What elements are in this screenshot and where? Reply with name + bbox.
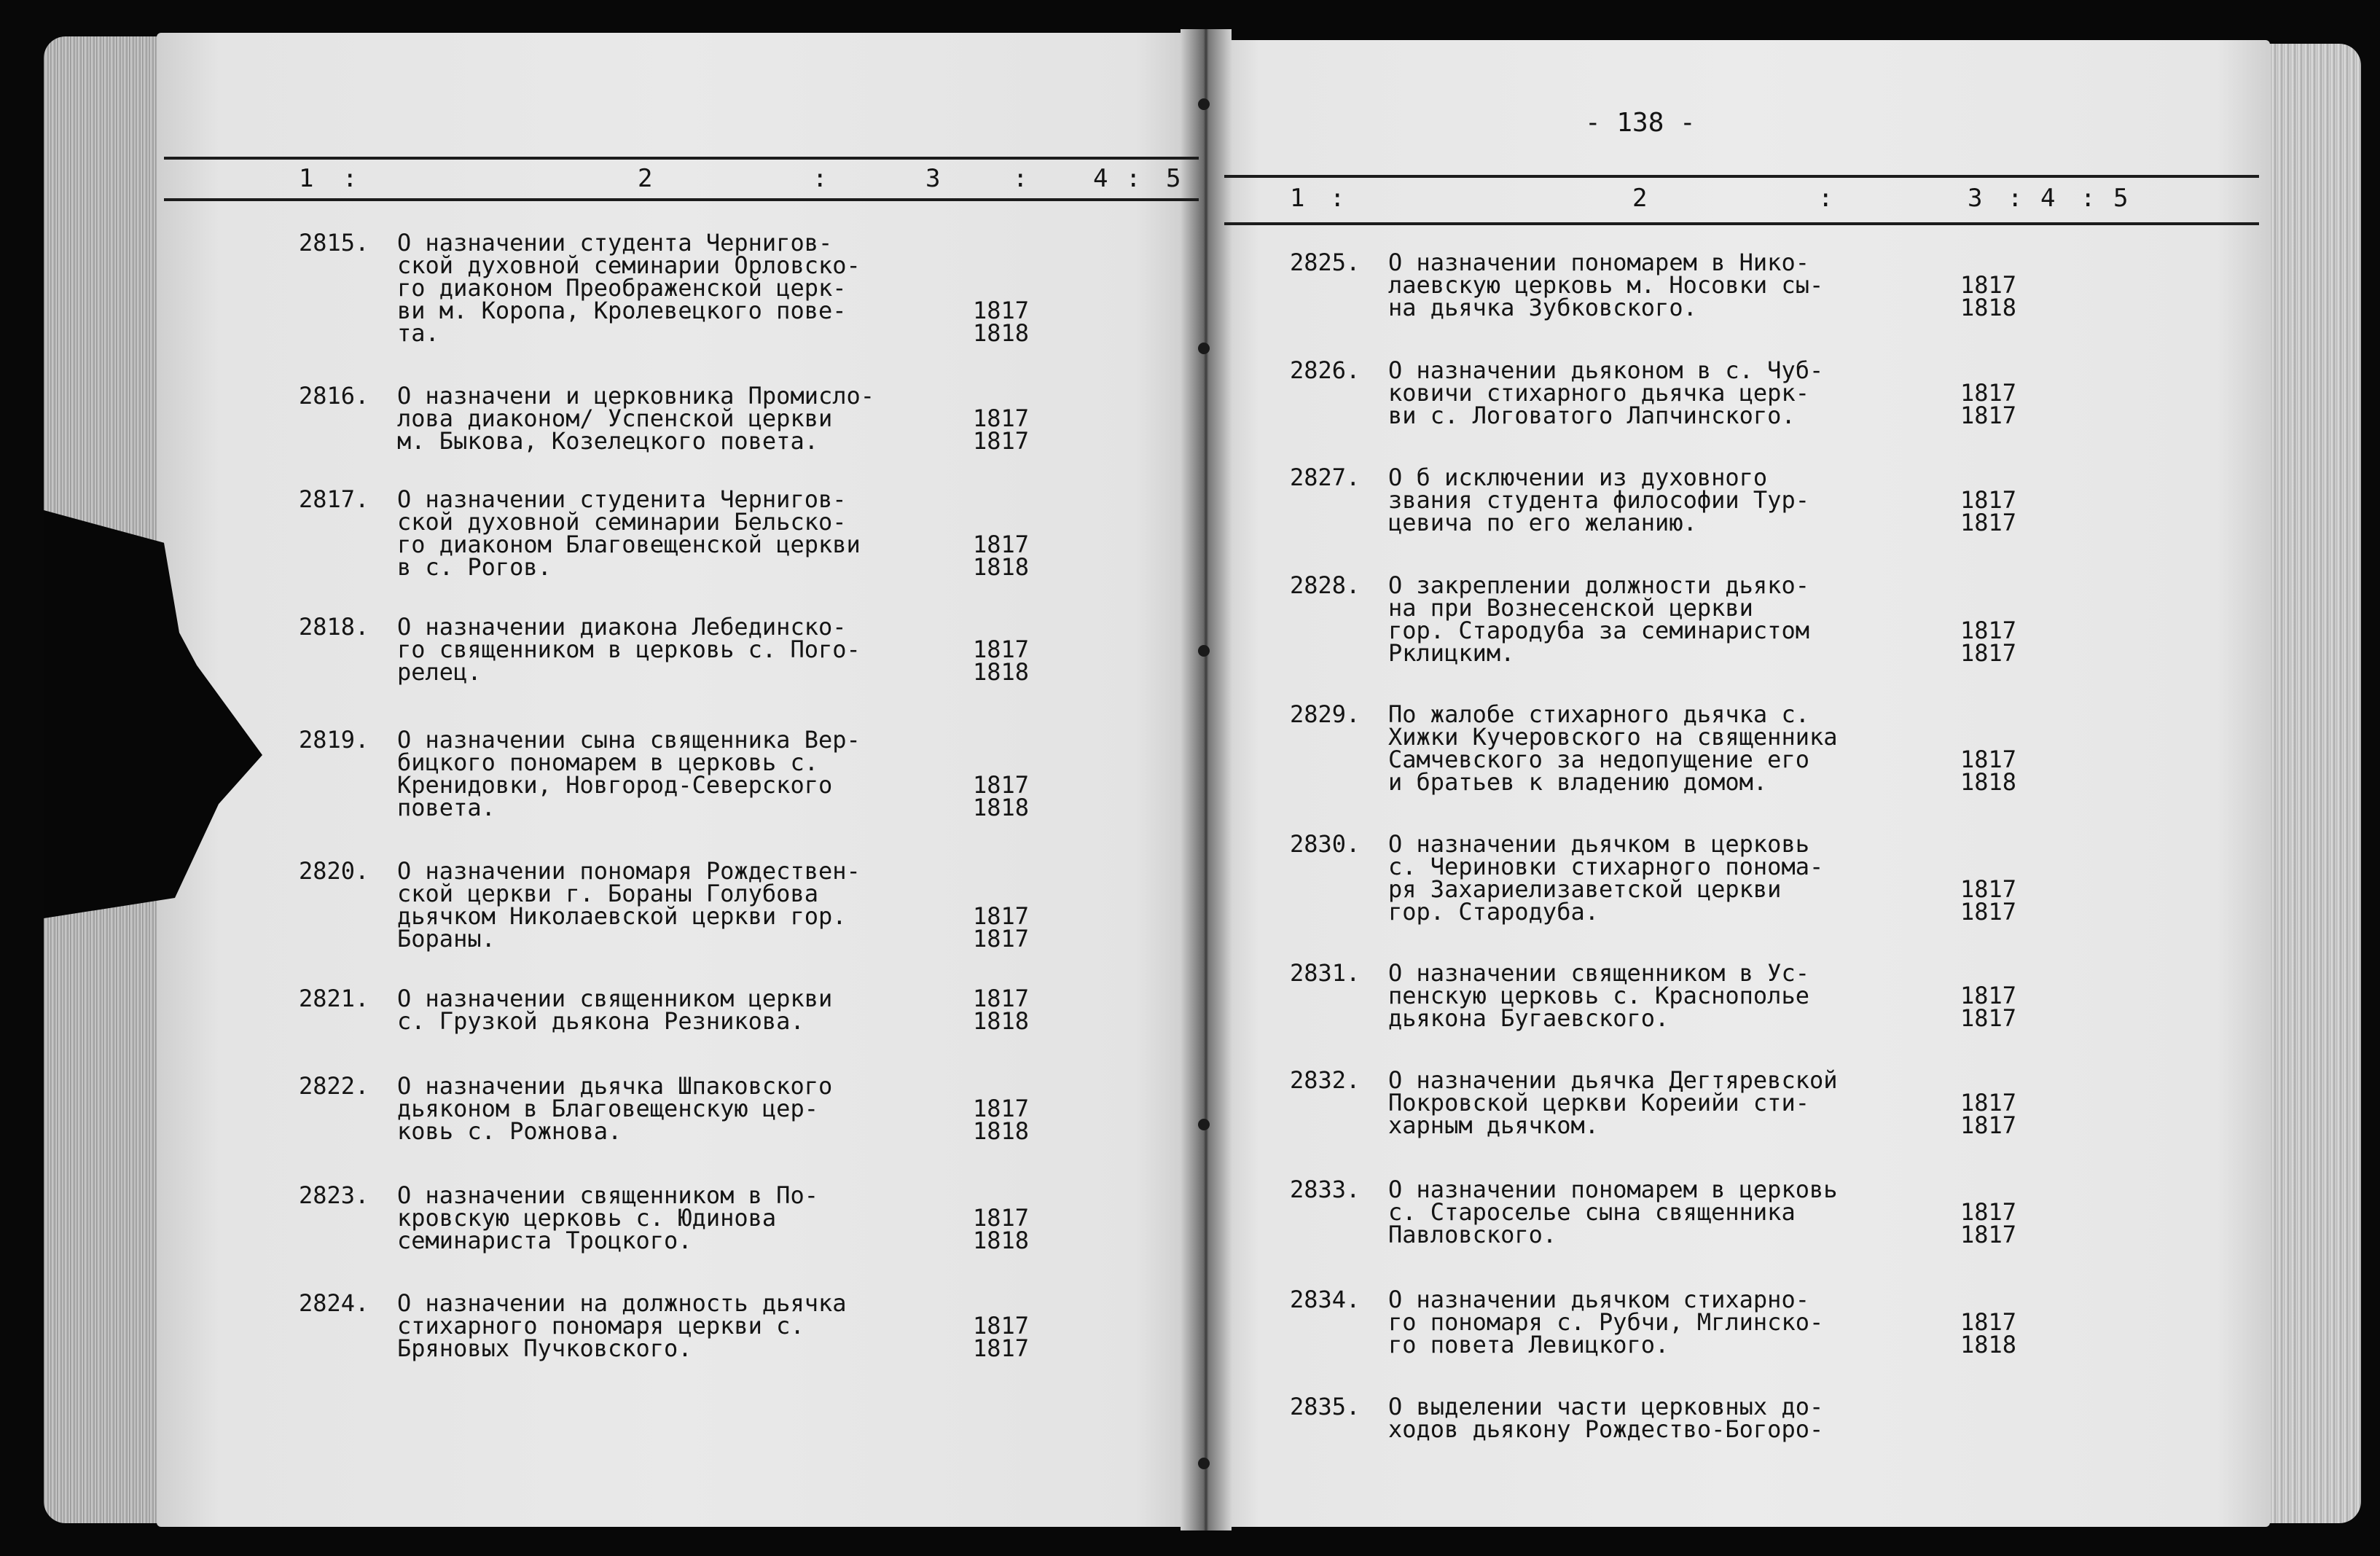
entry-text (397, 857, 861, 953)
entry-year: 1817 (1960, 1221, 2017, 1248)
entry-year: 1817 (973, 1334, 1030, 1362)
header-col-3: 3 (1968, 184, 1983, 213)
entry-year: 1817 (1960, 509, 2017, 536)
entry-text-line: О назначении пономарем в церковь (1388, 1176, 1838, 1203)
header-col-4: 4 (1093, 164, 1108, 193)
entry-number: 2827. (1290, 464, 1361, 491)
entry-years (1960, 619, 2016, 665)
entry-text-line: Кренидовки, Новгород-Северского (397, 771, 833, 799)
header-sep: : (1818, 184, 1833, 213)
entry-number: 2829. (1290, 700, 1361, 728)
entry-year: 1817 (973, 1312, 1030, 1340)
header-sep: : (1126, 164, 1141, 193)
entry-text (397, 726, 861, 821)
entry-number: 2835. (1290, 1393, 1361, 1420)
entry-years (1960, 748, 2016, 794)
header-col-2: 2 (638, 164, 653, 193)
entry-text-line: повета. (397, 794, 496, 821)
entry-number: 2818. (299, 613, 369, 641)
entry-text-line: и братьев к владению домом. (1388, 768, 1768, 796)
entry-text (1388, 466, 1809, 534)
entry-text-line: О назначении дьячком стихарно- (1388, 1286, 1809, 1313)
entry-text-line: го диаконом Преображенской церк- (397, 274, 847, 302)
entry-number: 2824. (299, 1289, 369, 1317)
entry-year: 1817 (973, 531, 1030, 558)
header-top-rule (1224, 175, 2259, 178)
entry-year: 1817 (973, 297, 1030, 324)
entry-years (973, 1204, 1030, 1254)
header-col-4: 4 (2040, 184, 2056, 213)
entry-text-line: пенскую церковь с. Краснополье (1388, 982, 1809, 1009)
entry-number: 2823. (299, 1181, 369, 1209)
entry-year: 1817 (973, 985, 1030, 1012)
entry-text-line: ходов дьякону Рождество-Богоро- (1388, 1415, 1824, 1443)
entry-text-line: О назначении дьячком в церковь (1388, 830, 1809, 858)
entry-text-line: О закреплении должности дьяко- (1388, 571, 1809, 599)
entry-years (1960, 486, 2017, 536)
header-col-2: 2 (1632, 184, 1648, 213)
entry-text (397, 1289, 847, 1362)
binding-staple (1198, 645, 1210, 657)
entry-text-line: ря Захариелизаветской церкви (1388, 875, 1782, 903)
entry-year: 1817 (1960, 898, 2017, 926)
entry-text-line: О б исключении из духовного (1388, 464, 1768, 491)
header-top-rule (164, 157, 1199, 160)
header-sep: : (813, 164, 828, 193)
binding-staple (1198, 1458, 1210, 1469)
entry-year: 1817 (973, 925, 1030, 953)
entry-text-line: на дьячка Зубковского. (1388, 294, 1697, 321)
entry-year: 1818 (973, 1227, 1030, 1254)
entry-text-line: По жалобе стихарного дьячка с. (1388, 700, 1809, 728)
entry-text-line: м. Быкова, Козелецкого повета. (397, 427, 818, 455)
entry-text (1388, 830, 1824, 926)
entry-number: 2826. (1290, 356, 1361, 384)
entry-text (1388, 1178, 1838, 1246)
entry-years (1960, 271, 2017, 321)
entry-years (1960, 982, 2017, 1032)
entry-year: 1817 (1960, 1111, 2017, 1139)
entry-number: 2820. (299, 857, 369, 885)
header-col-1: 1 (299, 164, 314, 193)
entry-text-line: ковичи стихарного дьячка церк- (1388, 379, 1809, 407)
entry-year: 1818 (973, 553, 1030, 581)
entry-text-line: ви м. Коропа, Кролевецкого пове- (397, 297, 847, 324)
entry-year: 1817 (1960, 486, 2017, 514)
entry-text-line: го пономаря с. Рубчи, Мглинско- (1388, 1308, 1824, 1336)
binding-staple (1198, 98, 1210, 110)
entry-years (973, 533, 1029, 579)
entry-year: 1818 (973, 1007, 1030, 1035)
entry-number: 2825. (1290, 249, 1361, 276)
entry-years (973, 297, 1030, 347)
entry-text-line: бицкого пономарем в церковь с. (397, 748, 818, 776)
entry-text-line: Самчевского за недопущение его (1388, 746, 1809, 773)
header-col-3: 3 (925, 164, 941, 193)
entry-text-line: ковь с. Рожнова. (397, 1117, 622, 1145)
entry-text-line: семинариста Троцкого. (397, 1227, 692, 1254)
entry-number: 2817. (299, 485, 369, 513)
entry-year: 1817 (973, 636, 1030, 663)
entry-year: 1818 (1960, 294, 2017, 321)
entry-text (397, 382, 875, 455)
entry-text-line: О назначении пономарем в Нико- (1388, 249, 1809, 276)
entry-text-line: Бряновых Пучковского. (397, 1334, 692, 1362)
entry-text-line: на при Вознесенской церкви (1388, 594, 1753, 622)
entry-text (1388, 1286, 1824, 1358)
header-col-5: 5 (2113, 184, 2129, 213)
entry-years (1960, 1198, 2017, 1248)
entry-number: 2834. (1290, 1286, 1361, 1313)
entry-number: 2819. (299, 726, 369, 754)
entry-text-line: дьячком Николаевской церкви гор. (397, 902, 847, 930)
entry-text-line: го священником в церковь с. Пого- (397, 636, 861, 663)
entry-year: 1817 (973, 404, 1030, 432)
entry-text-line: О назначении студенита Чернигов- (397, 485, 847, 513)
entry-text-line: с. Чериновки стихарного понома- (1388, 853, 1824, 880)
entry-text-line: ской церкви г. Бораны Голубова (397, 880, 818, 907)
entry-text (1388, 1393, 1824, 1443)
entry-year: 1818 (973, 1117, 1030, 1145)
entry-text-line: с. Староселье сына священника (1388, 1198, 1796, 1226)
header-bottom-rule (1224, 222, 2259, 225)
entry-year: 1817 (1960, 1004, 2017, 1032)
entry-years (1960, 875, 2017, 926)
entry-text-line: О назначени и церковника Промисло- (397, 382, 875, 410)
entry-years (1960, 1089, 2017, 1139)
page-number: - 138 - (1585, 108, 1696, 138)
entry-years (973, 1312, 1030, 1362)
entry-text-line: О назначении дьячка Шпаковского (397, 1072, 833, 1100)
entry-year: 1817 (1960, 639, 2017, 667)
entry-text (397, 613, 861, 686)
entry-text-line: кровскую церковь с. Юдинова (397, 1204, 777, 1232)
entry-year: 1817 (1960, 1308, 2017, 1336)
binding-staple (1198, 343, 1210, 354)
entry-text (397, 1181, 818, 1254)
entry-number: 2828. (1290, 571, 1361, 599)
header-sep: : (1013, 164, 1028, 193)
entry-text-line: О назначении дьячка Дегтяревской (1388, 1066, 1838, 1094)
entry-years (973, 404, 1030, 455)
entry-text-line: ви с. Логоватого Лапчинского. (1388, 402, 1796, 429)
entry-text-line: лова диаконом/ Успенской церкви (397, 404, 833, 432)
entry-number: 2821. (299, 985, 369, 1012)
entry-text-line: О назначении пономаря Рождествен- (397, 857, 861, 885)
entry-text-line: лаевскую церковь м. Носовки сы- (1388, 271, 1824, 299)
entry-text (397, 1072, 833, 1145)
entry-year: 1817 (1960, 1089, 2017, 1117)
entry-text-line: звания студента философии Тур- (1388, 486, 1809, 514)
entry-text-line: Покровской церкви Кореийи сти- (1388, 1089, 1809, 1117)
entry-text-line: Хижки Кучеровского на священника (1388, 723, 1838, 751)
entry-text-line: с. Грузкой дьякона Резникова. (397, 1007, 805, 1035)
entry-year: 1817 (1960, 746, 2017, 773)
entry-text-line: гор. Стародуба за семинаристом (1388, 617, 1809, 644)
entry-year: 1817 (1960, 379, 2017, 407)
entry-year: 1817 (1960, 402, 2017, 429)
entry-text-line: ской духовной семинарии Орловско- (397, 251, 861, 279)
header-sep: : (2008, 184, 2023, 213)
entry-text-line: Павловского. (1388, 1221, 1557, 1248)
entry-text-line: харным дьячком. (1388, 1111, 1599, 1139)
entry-text (397, 485, 861, 581)
entry-text-line: О назначении священником в Ус- (1388, 959, 1809, 987)
entry-years (973, 902, 1030, 953)
entry-text-line: О назначении студента Чернигов- (397, 229, 833, 257)
entry-year: 1817 (973, 902, 1030, 930)
entry-text-line: Бораны. (397, 925, 496, 953)
entry-text-line: дьяконом в Благовещенскую цер- (397, 1095, 818, 1122)
entry-number: 2832. (1290, 1066, 1361, 1094)
entry-text-line: О назначении сына священника Вер- (397, 726, 861, 754)
entry-year: 1817 (1960, 982, 2017, 1009)
entry-year: 1817 (973, 1095, 1030, 1122)
entry-text-line: О назначении священником церкви (397, 985, 833, 1012)
entry-year: 1817 (1960, 1198, 2017, 1226)
entry-text-line: О назначении диакона Лебединско- (397, 613, 847, 641)
entry-text-line: релец. (397, 658, 482, 686)
entry-year: 1817 (973, 1204, 1030, 1232)
header-sep: : (342, 164, 358, 193)
binding-staple (1198, 1119, 1210, 1130)
entry-text (1388, 1066, 1838, 1139)
entry-years (973, 1095, 1030, 1145)
entry-text-line: дьякона Бугаевского. (1388, 1004, 1669, 1032)
book-gutter (1181, 29, 1232, 1530)
entry-year: 1818 (973, 794, 1030, 821)
entry-text (1388, 571, 1809, 667)
entry-year: 1818 (973, 319, 1030, 347)
entry-years (973, 985, 1030, 1035)
entry-number: 2822. (299, 1072, 369, 1100)
entry-text (1388, 959, 1809, 1032)
entry-year: 1817 (973, 771, 1030, 799)
entry-text-line: го повета Левицкого. (1388, 1331, 1669, 1358)
entry-text-line: стихарного пономаря церкви с. (397, 1312, 805, 1340)
entry-years (973, 771, 1030, 821)
entry-text (397, 985, 833, 1035)
entry-years (1960, 1308, 2017, 1358)
entry-text-line: О назначении священником в По- (397, 1181, 818, 1209)
header-sep: : (1330, 184, 1345, 213)
header-col-5: 5 (1166, 164, 1181, 193)
entry-text-line: О выделении части церковных до- (1388, 1393, 1824, 1420)
entry-text (1388, 251, 1823, 319)
entry-number: 2831. (1290, 959, 1361, 987)
entry-text-line: Рклицким. (1388, 639, 1515, 667)
entry-number: 2830. (1290, 830, 1361, 858)
header-bottom-rule (164, 198, 1199, 201)
entry-number: 2833. (1290, 1176, 1361, 1203)
entry-number: 2816. (299, 382, 369, 410)
entry-year: 1817 (1960, 875, 2017, 903)
entry-years (973, 638, 1029, 684)
entry-text-line: О назначении дьяконом в с. Чуб- (1388, 356, 1824, 384)
entry-text-line: О назначении на должность дьячка (397, 1289, 847, 1317)
entry-year: 1818 (1960, 768, 2017, 796)
entry-text (1388, 356, 1824, 429)
entry-years (1960, 379, 2017, 429)
entry-text (1388, 700, 1838, 796)
entry-year: 1818 (973, 658, 1030, 686)
entry-text-line: гор. Стародуба. (1388, 898, 1599, 926)
entry-year: 1818 (1960, 1331, 2017, 1358)
entry-text-line: в с. Рогов. (397, 553, 552, 581)
entry-text-line: ской духовной семинарии Бельско- (397, 508, 847, 536)
header-col-1: 1 (1290, 184, 1305, 213)
header-sep: : (2080, 184, 2096, 213)
entry-text (397, 229, 861, 347)
entry-text-line: цевича по его желанию. (1388, 509, 1697, 536)
entry-year: 1817 (1960, 271, 2017, 299)
entry-text-line: та. (397, 319, 439, 347)
entry-number: 2815. (299, 229, 369, 257)
entry-year: 1817 (973, 427, 1030, 455)
entry-text-line: го диаконом Благовещенской церкви (397, 531, 861, 558)
entry-year: 1817 (1960, 617, 2017, 644)
